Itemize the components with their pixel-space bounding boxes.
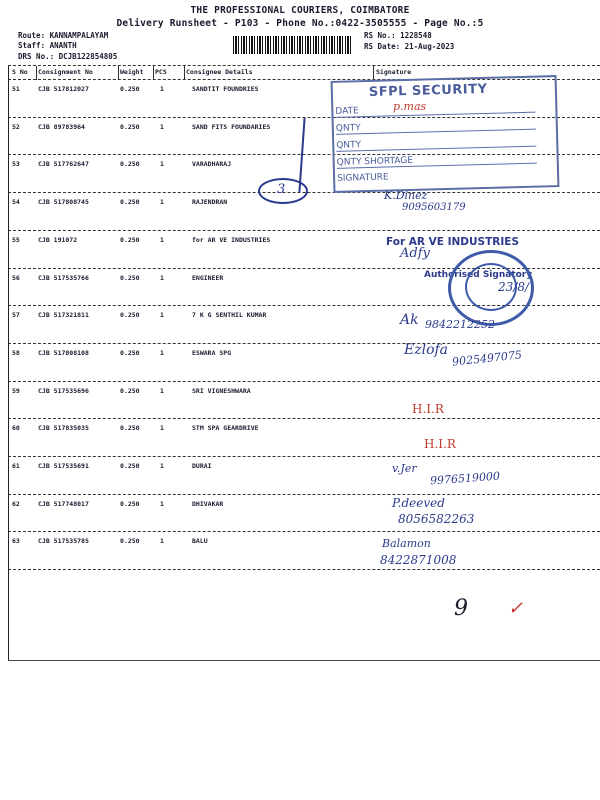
row-sno: 62 <box>12 499 20 508</box>
route-label: Route: KANNAMPALAYAM <box>18 31 109 40</box>
table-row <box>8 193 600 231</box>
row-weight: 0.250 <box>120 386 140 395</box>
row-pcs: 1 <box>160 85 164 93</box>
table-row <box>8 495 600 533</box>
company-title: THE PROFESSIONAL COURIERS, COIMBATORE <box>190 5 410 16</box>
row-consignee: 7 K G SENTHIL KUMAR <box>192 311 267 320</box>
row-pcs: 1 <box>160 311 164 320</box>
row-consignee: DHIVAKAR <box>192 499 224 508</box>
signature-54: K.Dinez <box>384 189 428 202</box>
row-weight: 0.250 <box>120 273 140 282</box>
row-divider <box>8 569 600 570</box>
signature-62: P.deeved <box>392 496 445 510</box>
row-sno: 55 <box>12 235 20 244</box>
row-consignment-no: CJB 517808745 <box>38 198 89 207</box>
signature-57: Ak <box>400 312 419 328</box>
stamp-qnty-2: QNTY <box>336 136 536 152</box>
row-consignment-no: CJB 517762647 <box>38 160 89 169</box>
row-pcs: 1 <box>160 160 164 169</box>
mark-60: H.I.R <box>424 437 456 451</box>
row-weight: 0.250 <box>120 462 140 470</box>
drs-number: DRS No.: DCJB122854805 <box>18 52 118 61</box>
row-pcs: 1 <box>160 235 164 244</box>
row-consignment-no: CJB 517748017 <box>38 499 89 508</box>
row-sno: 60 <box>12 424 20 433</box>
row-weight: 0.250 <box>120 424 140 433</box>
col-sno: S No <box>12 68 28 76</box>
signature-58: Ezlofa <box>404 342 449 358</box>
row-sno: 54 <box>12 198 20 207</box>
row-pcs: 1 <box>160 462 164 470</box>
security-stamp <box>331 75 560 193</box>
row-pcs: 1 <box>160 122 164 131</box>
row-weight: 0.250 <box>120 85 140 93</box>
row-sno: 59 <box>12 386 20 395</box>
row-consignment-no: CJB 517535766 <box>38 273 89 282</box>
signature-63: Balamon <box>382 537 431 550</box>
stamp-qnty-shortage: QNTY SHORTAGE <box>337 153 537 169</box>
rs-number: RS No.: 1228548 <box>364 31 432 40</box>
row-pcs: 1 <box>160 273 164 282</box>
col-weight: Weight <box>120 68 144 76</box>
seal-scrawl: 23/8/ <box>498 280 529 294</box>
row-consignment-no: CJB 517835035 <box>38 424 89 433</box>
phone-58: 9025497075 <box>451 348 523 369</box>
phone-62: 8056582263 <box>398 512 475 526</box>
row-sno: 52 <box>12 122 20 131</box>
row-consignment-no: CJB 517535691 <box>38 462 89 470</box>
row-consignment-no: CJB 517808108 <box>38 348 89 357</box>
row-consignment-no: CJB 89783964 <box>38 122 85 131</box>
row-weight: 0.250 <box>120 198 140 207</box>
row-sno: 58 <box>12 348 20 357</box>
row-consignment-no: CJB 517535696 <box>38 386 89 395</box>
row-consignment-no: CJB 517812027 <box>38 85 89 93</box>
stamp-qnty-1: QNTY <box>336 119 536 135</box>
row-pcs: 1 <box>160 386 164 395</box>
row-sno: 56 <box>12 273 20 282</box>
row-weight: 0.250 <box>120 160 140 169</box>
row-weight: 0.250 <box>120 122 140 131</box>
company-stamp-authorised: Authorised Signatory <box>424 270 533 280</box>
staff-label: Staff: ANANTH <box>18 41 77 50</box>
phone-63: 8422871008 <box>380 553 457 567</box>
col-consignee: Consignee Details <box>186 68 253 76</box>
row-consignee: RAJENDRAN <box>192 198 228 207</box>
mark-59: H.I.R <box>412 402 444 416</box>
row-pcs: 1 <box>160 537 164 546</box>
row-consignee: for AR VE INDUSTRIES <box>192 235 271 244</box>
row-sno: 53 <box>12 160 20 169</box>
row-consignee: SRI VIGNESHWARA <box>192 386 251 395</box>
company-stamp-name: For AR VE INDUSTRIES <box>386 236 520 248</box>
row-weight: 0.250 <box>120 235 140 244</box>
row-consignee: VARADHARAJ <box>192 160 232 169</box>
row-sno: 57 <box>12 311 20 320</box>
col-pcs: PCS <box>155 68 167 76</box>
page-bottom-rule <box>8 660 600 661</box>
phone-54: 9095603179 <box>402 202 466 213</box>
signature-61: v.Jer <box>392 462 417 475</box>
circled-number: 3 <box>277 182 286 197</box>
table-row <box>8 419 600 457</box>
signature-55: Adfy <box>400 246 430 261</box>
row-weight: 0.250 <box>120 499 140 508</box>
row-pcs: 1 <box>160 424 164 433</box>
table-row <box>8 532 600 570</box>
row-consignment-no: CJB 517321811 <box>38 311 89 320</box>
runsheet-subtitle: Delivery Runsheet - P103 - Phone No.:0422-3505555 - Page No.:5 <box>116 18 484 29</box>
col-signature: Signature <box>376 68 412 76</box>
row-weight: 0.250 <box>120 348 140 357</box>
col-consignment: Consignment No <box>38 68 93 76</box>
row-consignment-no: CJB 517535785 <box>38 537 89 546</box>
phone-57: 9842212252 <box>425 318 495 331</box>
row-sno: 63 <box>12 537 20 546</box>
row-consignee: SANDTIT FOUNDRIES <box>192 85 259 93</box>
row-pcs: 1 <box>160 348 164 357</box>
stamp-date-scrawl: p.mas <box>393 100 427 113</box>
tick-mark: ✓ <box>508 598 524 619</box>
row-sno: 51 <box>12 85 20 93</box>
stamp-date: DATE <box>335 102 535 118</box>
row-pcs: 1 <box>160 499 164 508</box>
left-margin-rule <box>8 66 9 660</box>
row-consignee: DURAI <box>192 462 212 470</box>
barcode <box>233 36 353 54</box>
table-row <box>8 457 600 495</box>
stamp-title: SFPL SECURITY <box>368 81 488 100</box>
row-consignee: SAND FITS FOUNDARIES <box>192 122 271 131</box>
row-consignee: ESWARA SPG <box>192 348 232 357</box>
phone-61: 9976519000 <box>429 469 501 488</box>
row-consignment-no: CJB 191072 <box>38 235 78 244</box>
rs-date: RS Date: 21-Aug-2023 <box>364 42 455 51</box>
row-consignee: ENGINEER <box>192 273 224 282</box>
row-consignee: BALU <box>192 537 208 546</box>
stamp-signature: SIGNATURE <box>337 172 389 184</box>
row-pcs: 1 <box>160 198 164 207</box>
row-sno: 61 <box>12 462 20 470</box>
row-consignee: STM SPA GEARDRIVE <box>192 424 259 433</box>
table-row <box>8 382 600 420</box>
row-weight: 0.250 <box>120 537 140 546</box>
row-weight: 0.250 <box>120 311 140 320</box>
page-count-mark: 9 <box>454 596 468 621</box>
